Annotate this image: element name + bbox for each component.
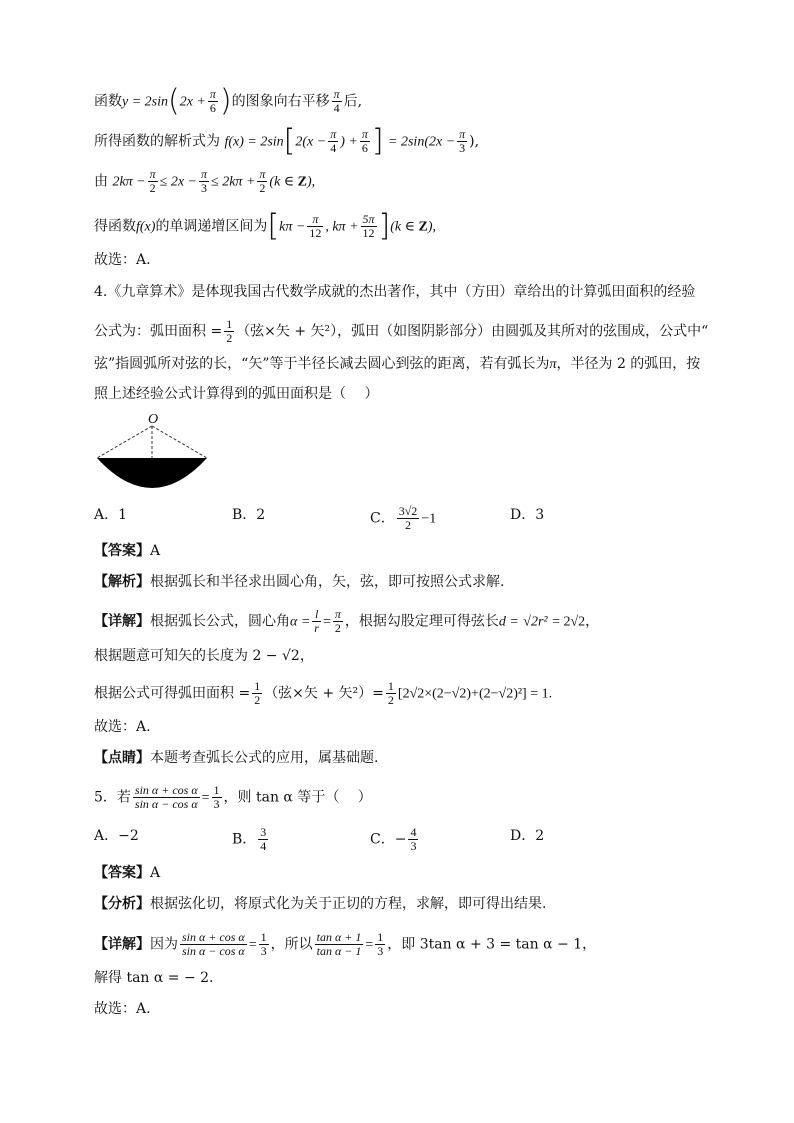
- q5-detail: 【详解】因为 $\frac{\text{sin α + cos α}}{\text{sin α − cos α}}$ = $\frac{1}{3}$ ，所以 $\frac{\text{tan α + 1}}{\text{tan α − 1}}$ = $\frac{1}{3}$ ，即 3tan α + 3 = tan α − 1，: [94, 930, 597, 958]
- q4-option-b: B．2: [232, 507, 266, 523]
- q5-option-b: B． $\frac{3}{4}$: [232, 825, 267, 853]
- math: f(x): [136, 219, 156, 235]
- center-label: O: [148, 412, 159, 427]
- math: ≤ 2kπ +: [211, 174, 256, 190]
- q5-option-a: A．−2: [94, 828, 139, 844]
- math: ),: [427, 219, 437, 235]
- prev-line-2: [94, 123, 480, 159]
- bracket: ]: [378, 208, 391, 244]
- math: y = 2sin: [122, 94, 168, 110]
- q4-option-a: A．1: [94, 507, 128, 523]
- text: 的图象向右平移: [231, 93, 330, 110]
- fraction: $\frac{\pi}{2}$: [259, 167, 266, 195]
- math: Z: [297, 174, 307, 190]
- math: ) +: [340, 134, 358, 150]
- fraction: $\frac{\pi}{4}$: [333, 87, 340, 115]
- fraction: $\frac{\pi}{12}$: [309, 212, 322, 240]
- math: ),: [307, 174, 316, 190]
- q4-line-3: [94, 354, 700, 375]
- math: , kπ +: [325, 219, 359, 235]
- text: 的单调递增区间为: [155, 218, 268, 235]
- bracket: [: [283, 123, 296, 159]
- q4-answer: 【答案】A: [94, 543, 161, 559]
- text: ，半径为 2 的弧田，按: [556, 356, 701, 372]
- text: 由: [94, 173, 108, 190]
- math: 2kπ −: [112, 174, 146, 190]
- math: 2x +: [179, 94, 206, 110]
- q4-line-4: 照上述经验公式计算得到的弧田面积是（ ）: [94, 386, 379, 402]
- q4-shi-length: 根据题意可知矢的长度为 2 − √2，: [94, 648, 314, 664]
- q5-select: 故选：A.: [94, 1001, 151, 1017]
- text: 弦”指圆弧所对弦的长，“矢”等于半径长减去圆心到弦的距离，若有弧长为: [94, 356, 550, 372]
- paren: (: [168, 83, 180, 119]
- fraction: $\frac{\pi}{2}$: [149, 167, 156, 195]
- prev-line-3: [94, 168, 315, 195]
- fraction: $\frac{\pi}{3}$: [459, 127, 466, 155]
- q4-line-1: 4.《九章算术》是体现我国古代数学成就的杰出著作，其中（方田）章给出的计算弧田面积的经验: [94, 284, 696, 300]
- bracket: ]: [371, 123, 384, 159]
- fraction: $\frac{\pi}{6}$: [361, 127, 368, 155]
- fraction: $\frac{1}{2}$: [226, 317, 233, 345]
- text: 公式为：弧田面积 =: [94, 323, 223, 340]
- q5-analysis: 【分析】根据弦化切，将原式化为关于正切的方程，求解，即可得出结果.: [94, 896, 547, 912]
- math: kπ −: [279, 219, 306, 235]
- q5-stem: 5．若 $\frac{\text{sin α + cos α}}{\text{sin α − cos α}}$ = $\frac{1}{3}$ ，则 tan α 等于（ ）: [94, 783, 372, 811]
- arc-field-figure: [90, 408, 215, 493]
- text: 所得函数的解析式为: [94, 133, 220, 150]
- q4-analysis: 【解析】根据弧长和半径求出圆心角，矢，弦，即可按照公式求解.: [94, 574, 505, 590]
- math: f(x) = 2sin: [224, 134, 284, 150]
- math: = 2sin(2x −: [388, 134, 456, 150]
- shaded-segment: [97, 458, 207, 488]
- q5-solve: 解得 tan α = − 2.: [94, 970, 214, 986]
- radius-left: [97, 426, 152, 458]
- math: Z: [418, 219, 428, 235]
- radius-right: [152, 426, 207, 458]
- q4-detail: 【详解】根据弧长公式，圆心角α = $\frac{l}{r}$ = $\frac{\pi}{2}$ ，根据勾股定理可得弦长d = √2r² = 2√2，: [94, 607, 600, 635]
- prev-line-1: [94, 83, 363, 119]
- math: ≤ 2x −: [159, 174, 198, 190]
- prev-line-4: [94, 208, 437, 244]
- q4-line-2: [94, 318, 708, 345]
- q4-point: 【点睛】本题考查弧长公式的应用，属基础题.: [94, 750, 379, 766]
- fraction: $\frac{5\pi}{12}$: [362, 212, 375, 240]
- text: 函数: [94, 93, 122, 110]
- paren: ): [219, 83, 232, 119]
- math: π: [549, 357, 557, 372]
- q5-answer: 【答案】A: [94, 865, 161, 881]
- math: 2(x −: [295, 134, 327, 150]
- math: (k ∈: [269, 174, 298, 190]
- text: 得函数: [94, 218, 136, 235]
- text: （弦×矢 + 矢²），弧田（如图阴影部分）由圆弧及其所对的弦围成，公式中“: [236, 323, 709, 340]
- fraction: $\frac{\pi}{4}$: [330, 127, 337, 155]
- prev-line-5: 故选：A.: [94, 252, 151, 268]
- q4-select: 故选：A.: [94, 719, 151, 735]
- fraction: $\frac{\pi}{3}$: [201, 167, 208, 195]
- q4-calc: 根据公式可得弧田面积 = $\frac{1}{2}$ （弦×矢 + 矢²）= $\frac{1}{2}$ [2√2×(2−√2)+(2−√2)²] = 1.: [94, 679, 553, 707]
- text: 后,: [343, 93, 363, 110]
- q5-option-c: C．− $\frac{4}{3}$: [370, 825, 417, 853]
- q4-option-c: C． $\frac{3√2}{2}$ −1: [370, 504, 437, 532]
- fraction: $\frac{\pi}{6}$: [209, 87, 216, 115]
- q4-option-d: D．3: [510, 507, 545, 523]
- bracket: [: [267, 208, 280, 244]
- text: ),: [469, 133, 480, 150]
- math: (k ∈: [390, 219, 419, 235]
- q5-option-d: D．2: [510, 828, 545, 844]
